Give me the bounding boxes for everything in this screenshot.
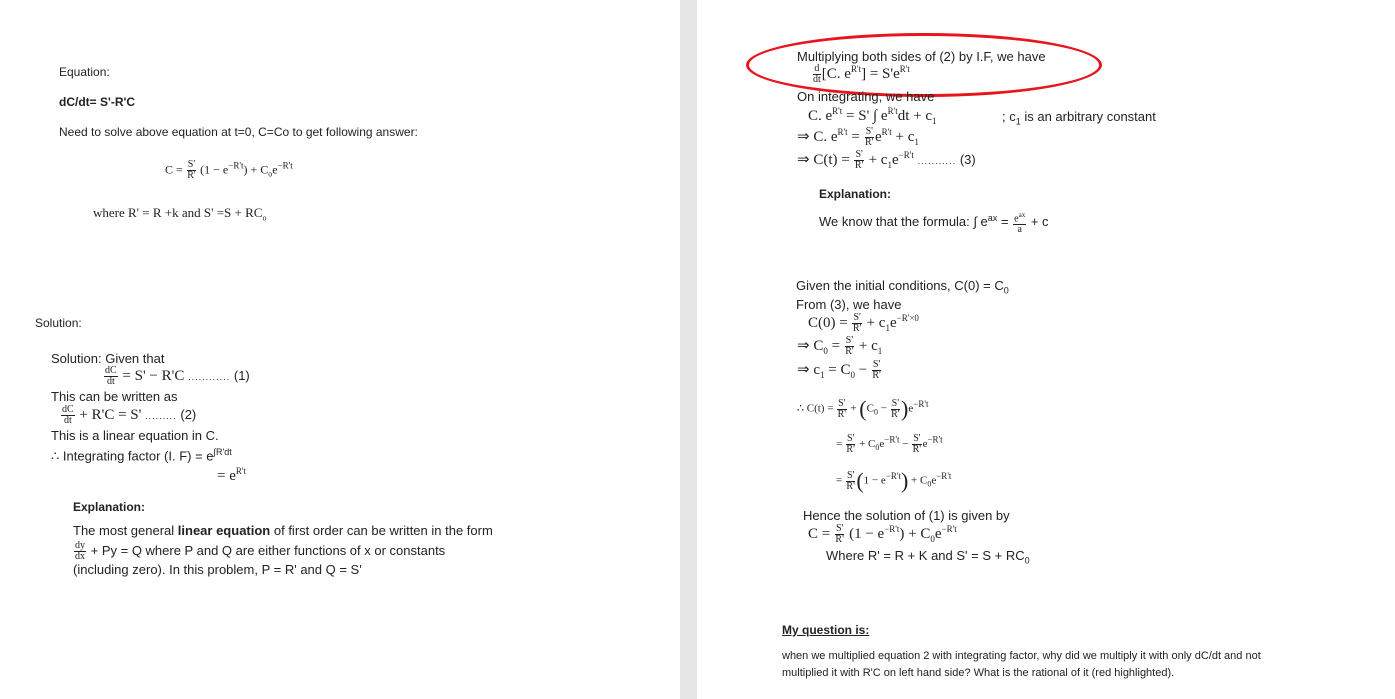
- explanation-line-2: $\frac{dy}{dx}$ + Py = Q where P and Q are either functions of x or constants: [75, 540, 446, 562]
- solution-given-line: Solution: Given that: [51, 351, 165, 366]
- equation-1: $\frac{dC}{dt}$ = S' − R'C ............ (1): [105, 365, 250, 387]
- answer-fraction: $\frac{S'}{R'}$: [187, 159, 196, 181]
- integrating-factor-result: = $e^{R't}$: [217, 466, 246, 484]
- derivative-equation: $\frac{d}{dt}$ [C. $e^{R't}] = S'e^{R't}$: [813, 63, 910, 86]
- c0-equation: ⇒ $C_0$ = $\frac{S'}{R'}$ + $c_1$: [797, 335, 883, 358]
- integration-step-2: ⇒ C. $e^{R't}$ = $\frac{S'}{R'}$ $e^{R't} + c_1$: [797, 126, 919, 149]
- question-line-1: when we multiplied equation 2 with integrating factor, why did we multiply it with only dC/dt and not: [782, 650, 1261, 662]
- c1-equation: ⇒ $c_1 = C_0$ − $\frac{S'}{R'}$: [797, 359, 881, 382]
- document-page-left: [0, 0, 680, 699]
- linear-equation-text: This is a linear equation in C.: [51, 428, 219, 443]
- final-solution: C = $\frac{S'}{R'}$ $(1 - e^{-R't}) + C_0e^{-R't}$: [808, 523, 957, 546]
- page-gutter: [680, 0, 697, 699]
- from-3-line: From (3), we have: [796, 297, 902, 312]
- initial-conditions-line: Given the initial conditions, $C(0) = C_0$: [796, 278, 1009, 296]
- written-as-text: This can be written as: [51, 389, 178, 404]
- ct-step-1: ∴ C(t) = $\frac{S'}{R'}$ + ($C_0$ − $\frac{S'}{R'}$ )$e^{-R't}$: [797, 396, 929, 421]
- question-label: My question is:: [782, 623, 870, 637]
- equation-2: $\frac{dC}{dt}$ + R'C = S' ......... (2): [62, 404, 197, 426]
- explanation-label-right: Explanation:: [819, 187, 892, 201]
- need-to-solve-text: Need to solve above equation at t=0, C=Co to get following answer:: [59, 125, 418, 139]
- ct-step-2: = $\frac{S'}{R'}$ + $C_0e^{-R't}$ − $\frac{S'}{R'}$ $e^{-R't}$: [836, 433, 943, 455]
- formula-line: We know that the formula: ∫ $e^{ax}$ = $\frac{e^{ax}}{a}$ + c: [819, 211, 1049, 236]
- question-line-2: multiplied it with R'C on left hand side? What is the rational of it (red highlighted).: [782, 667, 1175, 679]
- c0-substitution: C(0) = $\frac{S'}{R'}$ + $c_1e^{-R'\times 0}$: [808, 312, 919, 335]
- explanation-line-1: The most general linear equation of first order can be written in the form: [73, 523, 493, 538]
- explanation-label-left: Explanation:: [73, 500, 146, 514]
- solution-label: Solution:: [35, 316, 82, 330]
- integrating-line: On integrating, we have: [797, 89, 935, 104]
- integrating-factor-line: ∴ Integrating factor (I. $F) = e^{\int R'dt}$: [51, 447, 232, 464]
- arbitrary-constant-note: ; $c_1$ is an arbitrary constant: [1002, 109, 1156, 127]
- ct-step-3: = $\frac{S'}{R'}$ $(1 - e^{-R't}) + C_0e^{-R't}$: [836, 468, 952, 493]
- hence-line: Hence the solution of (1) is given by: [803, 508, 1010, 523]
- final-where-line: Where R' = R + K and $S' = S + RC_0$: [826, 548, 1030, 566]
- integration-step-1: C. $e^{R't} = S'$ ∫ $e^{R't}dt + c_1$: [808, 106, 937, 126]
- red-highlight-ellipse: [746, 33, 1102, 97]
- where-definition: where R' = R +k and $S' =S + RC_o$: [93, 205, 267, 223]
- integration-step-3: ⇒ C(t) = $\frac{S'}{R'}$ + $c_1e^{-R't}$ ........... (3): [797, 149, 976, 172]
- equation-text: dC/dt= S'-R'C: [59, 95, 136, 109]
- equation-label: Equation:: [59, 65, 110, 79]
- multiplying-line: Multiplying both sides of (2) by I.F, we have: [797, 49, 1046, 64]
- target-answer-equation: C = $\frac{S'}{R'}$ $(1 - e^{-R't}) + C_oe^{-R't}$: [165, 159, 293, 181]
- explanation-line-3: (including zero). In this problem, P = R' and Q = S': [73, 562, 362, 577]
